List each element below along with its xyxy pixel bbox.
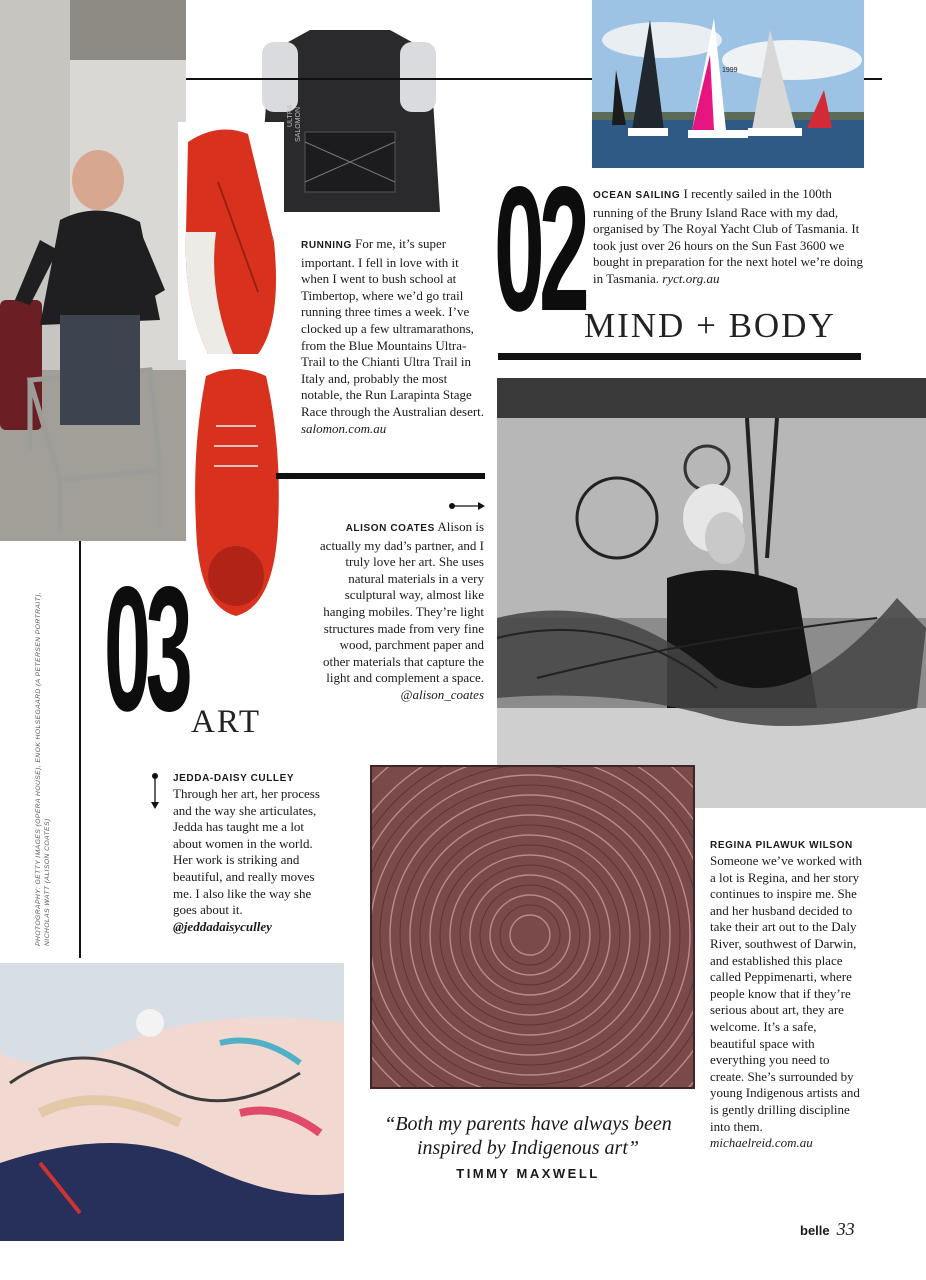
alison-coates-workshop-photo	[497, 378, 926, 808]
alison-coates-link: @alison_coates	[400, 686, 484, 702]
regina-wilson-text: Someone we’ve worked with a lot is Regina, and her story continues to inspire me. She and her husband decided to take their art out to the Daly River, southwest of Darwin, and established this place called Peppimenarti, where people know that if they’re serious about art, they are welcome. It’s a safe, beautiful space with everything you need to create. She’s surrounded by young Indigenous artists and is gently drilling discipline into them.	[710, 853, 862, 1134]
running-article	[301, 236, 487, 437]
jedda-daisy-culley-artwork	[0, 963, 344, 1241]
section-number-02: 02	[494, 150, 585, 349]
footer-page-number: 33	[836, 1219, 855, 1239]
mind-body-underline	[498, 353, 861, 360]
sailing-race-photo	[592, 0, 864, 168]
running-bottom-rule	[276, 473, 485, 479]
footer	[800, 1219, 880, 1240]
alison-coates-text: Alison is actually my dad’s partner, and I truly love her art. She uses natural materials in a very sculptural way, almost like hanging mobiles. They’re light structures made from very fine wood, parchment paper and other materials that capture the light and complement a space.	[319, 519, 484, 686]
top-rule-left	[186, 78, 592, 80]
regina-wilson-artwork	[370, 765, 695, 1089]
ocean-sailing-text: I recently sailed in the 100th running of the Bruny Island Race with my dad, organised by The Royal Yacht Club of Tasmania. It took just over 26 hours on the Sun Fast 3600 we bought in preparation for the next hotel we’re doing in Tasmania.	[593, 186, 864, 286]
jedda-daisy-culley-lead: JEDDA-DAISY CULLEY	[173, 773, 295, 784]
top-rule-right	[864, 78, 882, 80]
jedda-daisy-culley-article	[173, 772, 323, 935]
ocean-sailing-link: ryct.org.au	[662, 270, 720, 286]
running-lead: RUNNING	[301, 240, 352, 251]
jedda-daisy-culley-link: @jeddadaisyculley	[173, 918, 272, 934]
pull-quote-text: “Both my parents have always been inspired by Indigenous art”	[384, 1113, 672, 1159]
arrow-down-icon	[149, 772, 161, 810]
section-number-03: 03	[104, 550, 188, 749]
vest-brand-text: ULTRA	[287, 104, 294, 127]
footer-brand: belle	[800, 1223, 830, 1238]
regina-wilson-lead: REGINA PILAWUK WILSON	[710, 840, 853, 851]
regina-wilson-article	[710, 839, 862, 1152]
ocean-sailing-article	[593, 186, 865, 288]
section-title-mind-body: MIND + BODY	[584, 306, 836, 345]
arrow-right-icon	[448, 500, 486, 512]
portrait-photo	[0, 0, 186, 541]
regina-wilson-link: michaelreid.com.au	[710, 1135, 813, 1151]
running-text: For me, it’s super important. I fell in love with it when I went to bush school at Timbertop, where we’d go trail running three times a week. I’ve clocked up a few ultramarathons, from the Blue Mountains Ultra-Trail to the Chianti Ultra Trail in Italy and, probably the most notable, the Run Larapinta Stage Race through the Australian desert.	[301, 236, 485, 419]
red-shoe-top-photo	[186, 366, 286, 619]
alison-coates-lead: ALISON COATES	[345, 523, 435, 534]
alison-coates-article	[318, 519, 484, 704]
red-shoe-side-photo	[178, 122, 284, 360]
photo-credit: PHOTOGRAPHY: GETTY IMAGES (OPERA HOUSE), ENOK HOLSEGAARD (A PETERSEN PORTRAIT), NICHOLAS WATT (ALISON COATES)	[35, 591, 51, 946]
pull-quote-author: TIMMY MAXWELL	[456, 1166, 600, 1181]
vertical-divider	[79, 541, 81, 958]
vest-logo-text: SALOMON	[295, 106, 302, 142]
ocean-sailing-lead: OCEAN SAILING	[593, 190, 681, 201]
section-title-art: ART	[191, 704, 262, 740]
running-link: salomon.com.au	[301, 420, 387, 436]
sail-number: 1999	[722, 67, 738, 74]
jedda-daisy-culley-text: Through her art, her process and the way she articulates, Jedda has taught me a lot about women in the world. Her work is striking and beautiful, and really moves me. I also like the way she goes about it.	[173, 786, 320, 918]
pull-quote	[376, 1112, 680, 1181]
